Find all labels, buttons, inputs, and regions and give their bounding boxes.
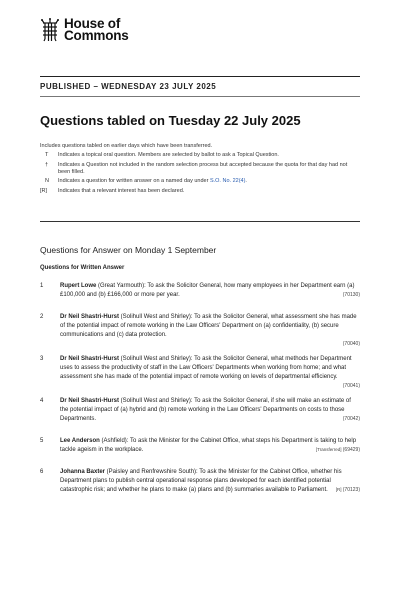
header-divider	[40, 96, 360, 97]
published-date: PUBLISHED – WEDNESDAY 23 JULY 2025	[40, 82, 217, 91]
question-ref-number: (70042)	[342, 416, 360, 422]
question-ref-number: (70040)	[342, 341, 360, 347]
legend-text: Indicates a Question not included in the random selection process but accepted because the quota for that day had not been filled.	[58, 161, 348, 175]
legend-text	[58, 178, 360, 185]
question-item	[40, 355, 360, 389]
legend-text-before: Indicates a question for written answer on a named day under	[58, 178, 210, 184]
question-ref-number: (69429)	[342, 447, 360, 453]
question-text: To ask the Solicitor General, what methods her Department uses to assess the productivity of staff in the Law Officers' Departments when working from home; and what assessment she has made of the potential impact of remote working on levels of departmental efficiency.	[60, 356, 352, 380]
legend-item-named-day	[40, 178, 360, 185]
question-ref-number: (70041)	[342, 383, 360, 389]
constituency: (Paisley and Renfrewshire South):	[105, 469, 200, 475]
question-item	[40, 468, 360, 495]
page-title: Questions tabled on Tuesday 22 July 2025	[40, 113, 301, 128]
question-text: To ask the Solicitor General, how many employees in her Department earn (a) £100,000 and (b) £166,000 or more per year.	[60, 283, 355, 298]
question-reference	[332, 485, 360, 495]
question-body	[60, 355, 360, 382]
question-text: To ask the Solicitor General, if she will make an estimate of the potential impact of (a) hybrid and (b) remote working in the Law Officers' Departments on costs to those Departments.	[60, 398, 351, 422]
question-reference	[339, 381, 360, 391]
legend-text-after: .	[245, 178, 247, 184]
question-item	[40, 282, 360, 300]
standing-order-link[interactable]: S.O. No. 22(4)	[209, 178, 246, 184]
member-name: Lee Anderson	[60, 438, 100, 444]
section-title: Questions for Answer on Monday 1 September	[40, 245, 217, 255]
member-name: Dr Neil Shastri-Hurst	[60, 398, 120, 404]
question-flag: [Transferred]	[315, 447, 343, 452]
portcullis-icon	[40, 18, 60, 42]
constituency: (Solihull West and Shirley):	[119, 314, 195, 320]
house-of-commons-logo	[40, 18, 129, 42]
question-reference	[339, 414, 360, 424]
question-item	[40, 397, 360, 424]
legend-note: Includes questions tabled on earlier days which have been transferred.	[40, 143, 213, 149]
question-number: 6	[40, 469, 44, 475]
member-name: Dr Neil Shastri-Hurst	[60, 314, 120, 320]
top-divider	[40, 76, 360, 77]
question-number: 4	[40, 398, 44, 404]
question-number: 3	[40, 356, 44, 362]
question-number: 2	[40, 314, 44, 320]
constituency: (Solihull West and Shirley):	[119, 356, 195, 362]
constituency: (Ashfield):	[99, 438, 131, 444]
question-number: 5	[40, 438, 44, 444]
legend-symbol: †	[45, 161, 49, 168]
legend	[40, 152, 360, 197]
question-item	[40, 437, 360, 455]
section-divider	[40, 221, 360, 222]
question-body	[60, 313, 360, 340]
sub-title: Questions for Written Answer	[40, 265, 125, 271]
questions-list	[40, 282, 360, 495]
legend-symbol: N	[45, 178, 49, 184]
question-number: 1	[40, 283, 44, 289]
question-ref-number: (70130)	[342, 292, 360, 298]
legend-item-topical	[40, 152, 360, 159]
member-name: Rupert Lowe	[60, 283, 97, 289]
legend-text: Indicates that a relevant interest has been declared.	[58, 187, 185, 194]
question-body	[60, 282, 360, 300]
question-ref-number: (70123)	[342, 487, 360, 493]
question-flag: [R]	[335, 487, 343, 492]
member-name: Johanna Baxter	[60, 469, 106, 475]
legend-item-relevant-interest	[40, 188, 360, 195]
question-reference	[339, 339, 360, 349]
question-reference	[339, 290, 360, 300]
brand-line-1: House of	[64, 16, 121, 31]
question-item	[40, 313, 360, 347]
brand-name	[64, 18, 129, 42]
question-body	[60, 397, 360, 424]
question-text: To ask the Minister for the Cabinet Office, whether his Department plans to publish central operational response plans developed for each identified potential catastrophic risk; and whether he plans to make (a) plans and (b) summaries available to Parliament.	[60, 469, 342, 493]
brand-line-2: Commons	[64, 28, 129, 43]
question-reference	[312, 445, 360, 455]
member-name: Dr Neil Shastri-Hurst	[60, 356, 120, 362]
question-body	[60, 468, 360, 495]
constituency: (Great Yarmouth):	[96, 283, 148, 289]
legend-symbol: [R]	[40, 187, 48, 194]
question-text: To ask the Minister for the Cabinet Office, what steps his Department is taking to help tackle ageism in the workplace.	[60, 438, 357, 453]
legend-text: Indicates a topical oral question. Members are selected by ballot to ask a Topical Question.	[58, 152, 279, 158]
constituency: (Solihull West and Shirley):	[119, 398, 195, 404]
legend-symbol: T	[45, 152, 49, 158]
legend-item-quota	[40, 162, 360, 176]
question-text: To ask the Solicitor General, what assessment she has made of the potential impact of remote working in the Law Officers' Department on (a) confidentiality, (b) secure communications and (c) data protection.	[60, 314, 357, 338]
